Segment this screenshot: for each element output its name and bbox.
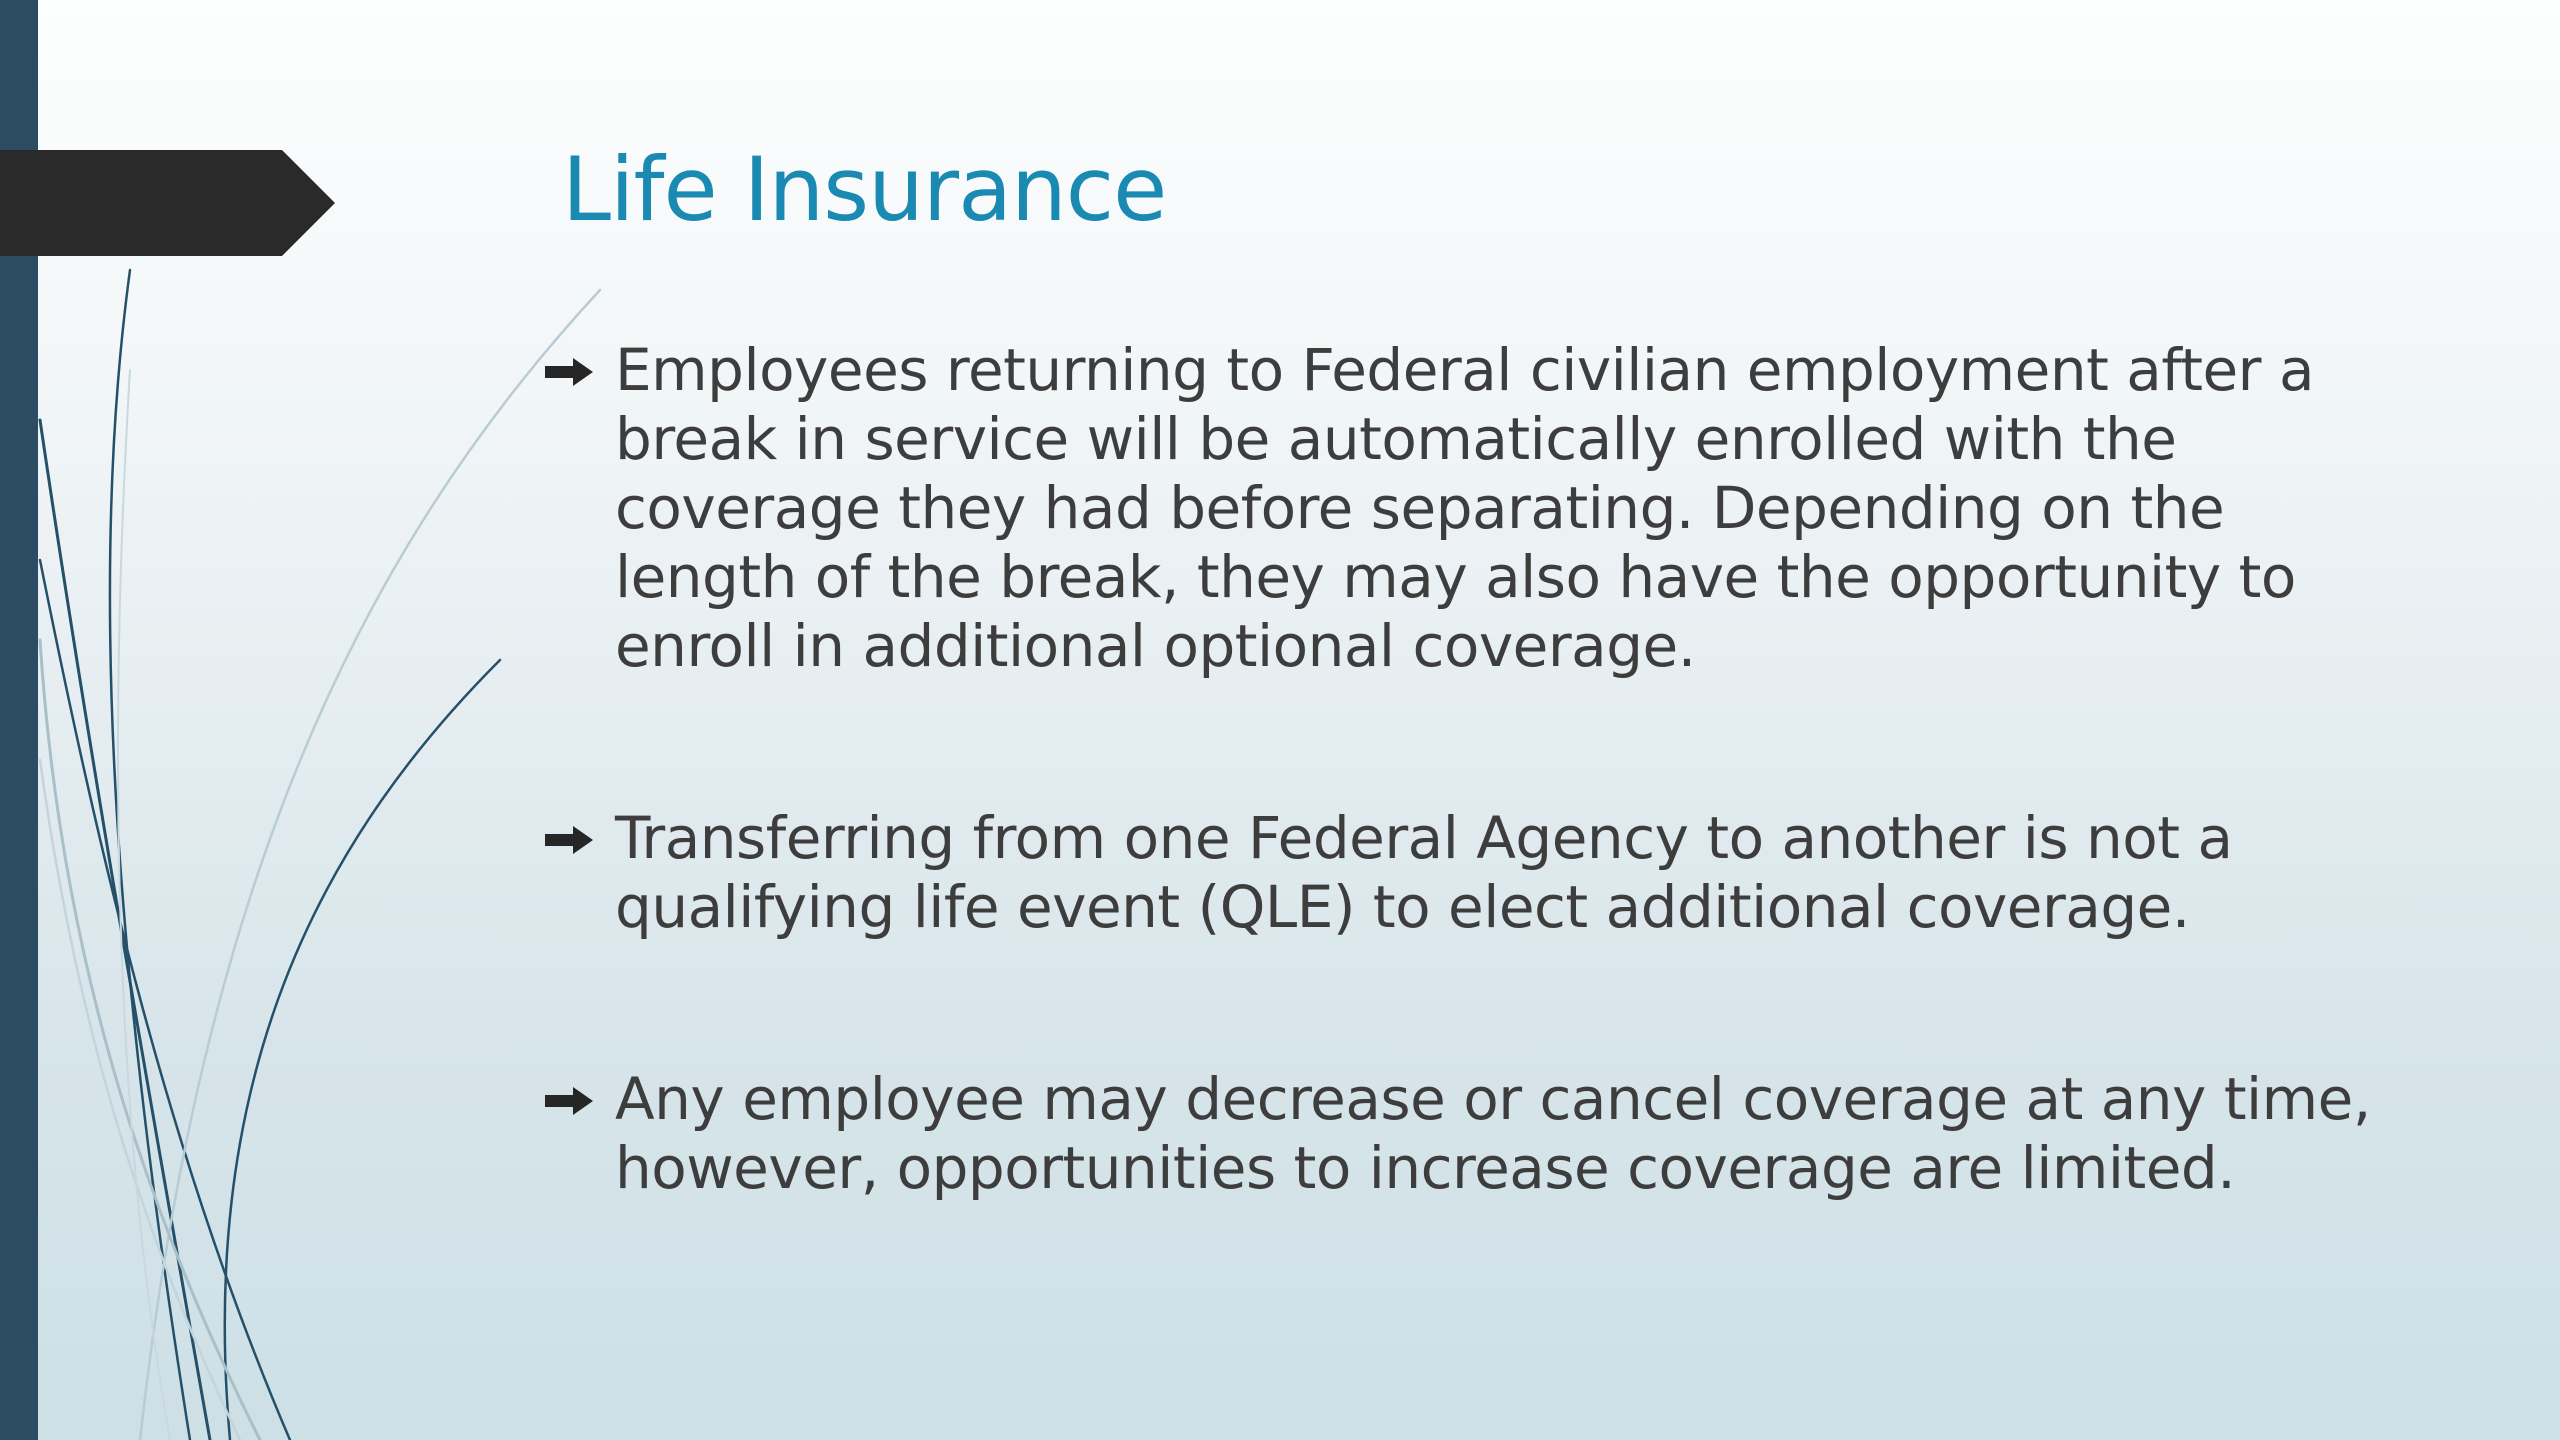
slide-title: Life Insurance <box>562 138 1167 241</box>
right-arrow-icon <box>545 826 593 854</box>
bullet-item <box>545 804 2375 942</box>
right-arrow-icon <box>545 1087 593 1115</box>
bullet-item <box>545 1065 2375 1203</box>
bullet-list <box>545 336 2375 1203</box>
right-arrow-icon <box>545 358 593 386</box>
bullet-text: Transferring from one Federal Agency to another is not a qualifying life event (QLE) to elect additional coverage. <box>615 804 2233 941</box>
title-tab-shape <box>0 0 340 260</box>
bullet-item <box>545 336 2375 681</box>
bullet-text: Employees returning to Federal civilian employment after a break in service will be automatically enrolled with the coverage they had before separating. Depending on the length of the break, they may also have the opportunity to enroll in additional optional coverage. <box>615 336 2314 680</box>
bullet-text: Any employee may decrease or cancel coverage at any time, however, opportunities to increase coverage are limited. <box>615 1065 2371 1202</box>
